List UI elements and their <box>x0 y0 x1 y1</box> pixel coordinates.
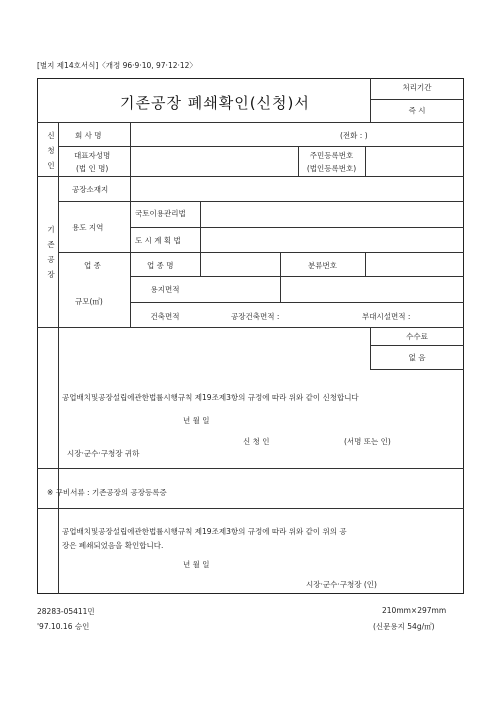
site-area-label: 용지면적 <box>150 285 180 294</box>
zone-label: 용도 지역 <box>72 223 104 232</box>
industry-name-label: 업 종 명 <box>147 261 174 270</box>
confirmation-statement-line1: 공업배치및공장설립에관한법률시행규칙 제19조제3항의 규정에 따라 위와 같이 위의 공 <box>62 527 347 536</box>
signature-note: (서명 또는 인) <box>344 437 391 446</box>
building-area-label: 건축면적 <box>150 312 180 321</box>
addressee: 시장·군수·구청장 귀하 <box>67 449 140 458</box>
land-law-label: 국토이용관리법 <box>135 209 186 218</box>
official-seal-label: 시장·군수·구청장 (인) <box>306 580 377 589</box>
applicant-signature-label: 신 청 인 <box>243 437 270 446</box>
factory-building-area-label: 공장건축면적 : <box>231 312 280 321</box>
paper-size: 210mm×297mm <box>382 606 447 615</box>
application-statement: 공업배치및공장설립에관한법률시행규칙 제19조제3항의 규정에 따라 위와 같이 신청합니다 <box>62 393 359 402</box>
page-title: 기존공장 폐쇄확인(신청)서 <box>120 94 310 112</box>
applicant-section-label: 신청인 <box>47 131 55 170</box>
representative-label: 대표자성명 <box>74 151 111 160</box>
scale-label: 규모(㎡) <box>75 297 103 306</box>
corporation-name-label: (법 인 명) <box>76 164 109 173</box>
factory-location-label: 공장소재지 <box>72 185 109 194</box>
urban-plan-label: 도 시 계 획 법 <box>135 236 181 245</box>
company-name-label: 회 사 명 <box>75 131 102 140</box>
application-date: 년 월 일 <box>183 416 210 425</box>
industry-label: 업 종 <box>84 261 101 270</box>
corporation-number-label: (법인등록번호) <box>306 164 357 173</box>
required-documents: ※ 구비서류 : 기존공장의 공장등록증 <box>47 488 167 497</box>
phone-label: (전화 : ) <box>340 131 368 140</box>
processing-period-value: 즉 시 <box>408 106 426 115</box>
form-label: [별지 제14호서식]〈개정 96·9·10, 97·12·12〉 <box>37 61 197 70</box>
paper-type: (신문용지 54g/㎡) <box>373 622 435 631</box>
fee-label: 수수료 <box>406 332 428 341</box>
fee-value: 없 음 <box>408 353 426 362</box>
confirmation-date: 년 월 일 <box>183 560 210 569</box>
class-number-label: 분류번호 <box>308 261 337 270</box>
factory-section-label: 기존공장 <box>47 225 55 279</box>
auxiliary-area-label: 부대시설면적 : <box>362 312 411 321</box>
resident-number-label: 주민등록번호 <box>309 151 354 160</box>
processing-period-label: 처리기간 <box>402 83 432 92</box>
approval-date: '97.10.16 승인 <box>37 622 90 631</box>
confirmation-statement-line2: 장은 폐쇄되었음을 확인합니다. <box>62 541 164 550</box>
form-code: 28283-05411민 <box>37 607 95 616</box>
